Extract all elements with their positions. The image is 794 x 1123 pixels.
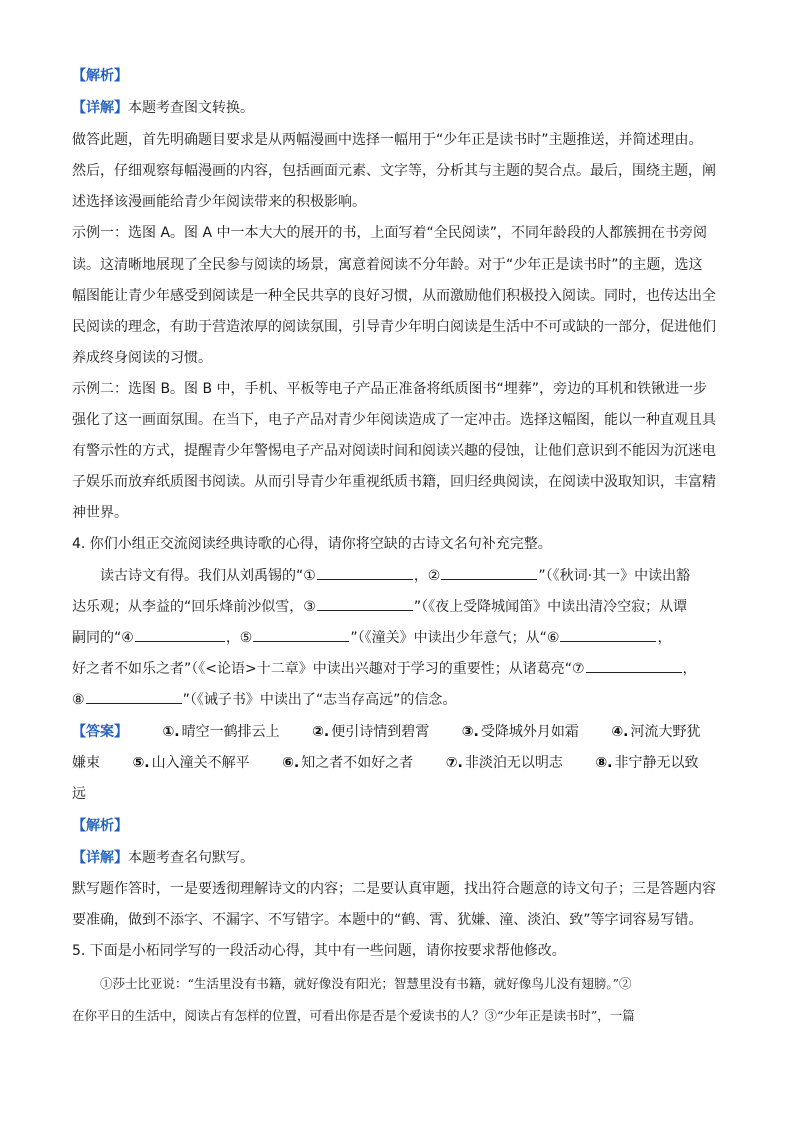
analysis-tag: 【解析】 bbox=[72, 68, 128, 84]
answer-line: 【答案】 ①. 晴空一鹤排云上 ②. 便引诗情到碧霄 ③. 受降城外月如霜 ④. 河流大野犹 bbox=[72, 724, 701, 740]
answer-blank-5[interactable] bbox=[253, 627, 349, 642]
q5-passage-line: ①莎士比亚说：“生活里没有书籍，就好像没有阳光；智慧里没有书籍，就好像鸟儿没有翅膀。”② bbox=[100, 976, 632, 991]
q4-text-line: 达乐观；从李益的“回乐烽前沙似雪，③ ”（《夜上受降城闻笛》中读出清冷空寂；从谭 bbox=[72, 596, 687, 617]
paragraph-line: 然后，仔细观察每幅漫画的内容，包括画面元素、文字等，分析其与主题的契合点。最后，围绕主题，阐 bbox=[72, 163, 716, 179]
paragraph-line: 做答此题，首先明确题目要求是从两幅漫画中选择一幅用于“少年正是读书时”主题推送，并简述理由。 bbox=[72, 132, 703, 148]
q4-text-line: 嗣同的“④ ，⑤ ”（《潼关》中读出少年意气；从“⑥ ， bbox=[72, 627, 671, 648]
paragraph-line: 默写题作答时，一是要透彻理解诗文的内容；二是要认真审题，找出符合题意的诗文句子；三是答题内容 bbox=[72, 881, 716, 897]
answer-blank-1[interactable] bbox=[317, 565, 413, 580]
detail-text: 本题考查名句默写。 bbox=[128, 850, 254, 866]
question-5-title: 5. 下面是小柘同学写的一段活动心得，其中有一些问题，请你按要求帮他修改。 bbox=[72, 943, 566, 959]
answer-line: 嫌束 ⑤. 山入潼关不解平 ⑥. 知之者不如好之者 ⑦. 非淡泊无以明志 ⑧. 非宁静无以致 bbox=[72, 755, 699, 771]
question-4-title: 4. 你们小组正交流阅读经典诗歌的心得，请你将空缺的古诗文名句补充完整。 bbox=[72, 536, 552, 552]
answer-blank-6[interactable] bbox=[560, 627, 656, 642]
paragraph-line: 要准确，做到不添字、不漏字、不写错字。本题中的“鹤、霄、犹嫌、潼、淡泊、致”等字词容易写错。 bbox=[72, 912, 703, 928]
answer-blank-2[interactable] bbox=[441, 565, 537, 580]
example2-line: 神世界。 bbox=[72, 505, 128, 521]
example2-line: 有警示性的方式，提醒青少年警惕电子产品对阅读时间和阅读兴趣的侵蚀，让他们意识到不能因为沉迷电 bbox=[72, 443, 716, 459]
answer-blank-4[interactable] bbox=[135, 627, 225, 642]
detail-tag: 【详解】 bbox=[72, 850, 128, 866]
q4-text-line: 读古诗文有得。我们从刘禹锡的“① ，② ”（《秋词·其一》中读出豁 bbox=[100, 565, 690, 586]
example2-line: 子娱乐而放弃纸质图书阅读。从而引导青少年重视纸质书籍，回归经典阅读，在阅读中汲取知识，丰富精 bbox=[72, 474, 716, 490]
example1-line: 民阅读的理念，有助于营造浓厚的阅读氛围，引导青少年明白阅读是生活中不可或缺的一部分，促进他们 bbox=[72, 319, 716, 335]
example2-line: 强化了这一画面氛围。在当下，电子产品对青少年阅读造成了一定冲击。选择这幅图，能以一种直观且具 bbox=[72, 412, 716, 428]
example1-line: 示例一：选图 A。图 A 中一本大大的展开的书，上面写着“全民阅读”，不同年龄段的人都簇拥在书旁阅 bbox=[72, 225, 708, 241]
detail-line bbox=[72, 848, 254, 868]
q4-text-line: 好之者不如乐之者”（《<论语>十二章》中读出兴趣对于学习的重要性；从诸葛亮“⑦ ， bbox=[72, 658, 697, 679]
detail-text: 本题考查图文转换。 bbox=[128, 100, 254, 116]
answer-tag: 【答案】 bbox=[72, 724, 128, 740]
example1-line: 幅图能让青少年感受到阅读是一种全民共享的良好习惯，从而激励他们积极投入阅读。同时，也传达出全 bbox=[72, 288, 716, 304]
example1-line: 养成终身阅读的习惯。 bbox=[72, 350, 212, 366]
example2-line: 示例二：选图 B。图 B 中，手机、平板等电子产品正准备将纸质图书“埋葬”，旁边的耳机和铁锹进一步 bbox=[72, 381, 708, 397]
answer-line: 远 bbox=[72, 786, 86, 802]
detail-line bbox=[72, 98, 254, 118]
detail-tag: 【详解】 bbox=[72, 100, 128, 116]
q5-passage-line: 在你平日的生活中，阅读占有怎样的位置，可看出你是否是个爱读书的人？③“少年正是读书时”，一篇 bbox=[72, 1008, 635, 1023]
q4-text-line: ⑧ ”（《诫子书》中读出了“志当存高远”的信念。 bbox=[72, 689, 456, 710]
answer-blank-3[interactable] bbox=[317, 596, 413, 611]
answer-blank-8[interactable] bbox=[86, 689, 182, 704]
paragraph-line: 述选择该漫画能给青少年阅读带来的积极影响。 bbox=[72, 194, 366, 210]
analysis-tag: 【解析】 bbox=[72, 818, 128, 834]
example1-line: 读。这清晰地展现了全民参与阅读的场景，寓意着阅读不分年龄。对于“少年正是读书时”的主题，选这 bbox=[72, 257, 703, 273]
answer-blank-7[interactable] bbox=[586, 658, 682, 673]
